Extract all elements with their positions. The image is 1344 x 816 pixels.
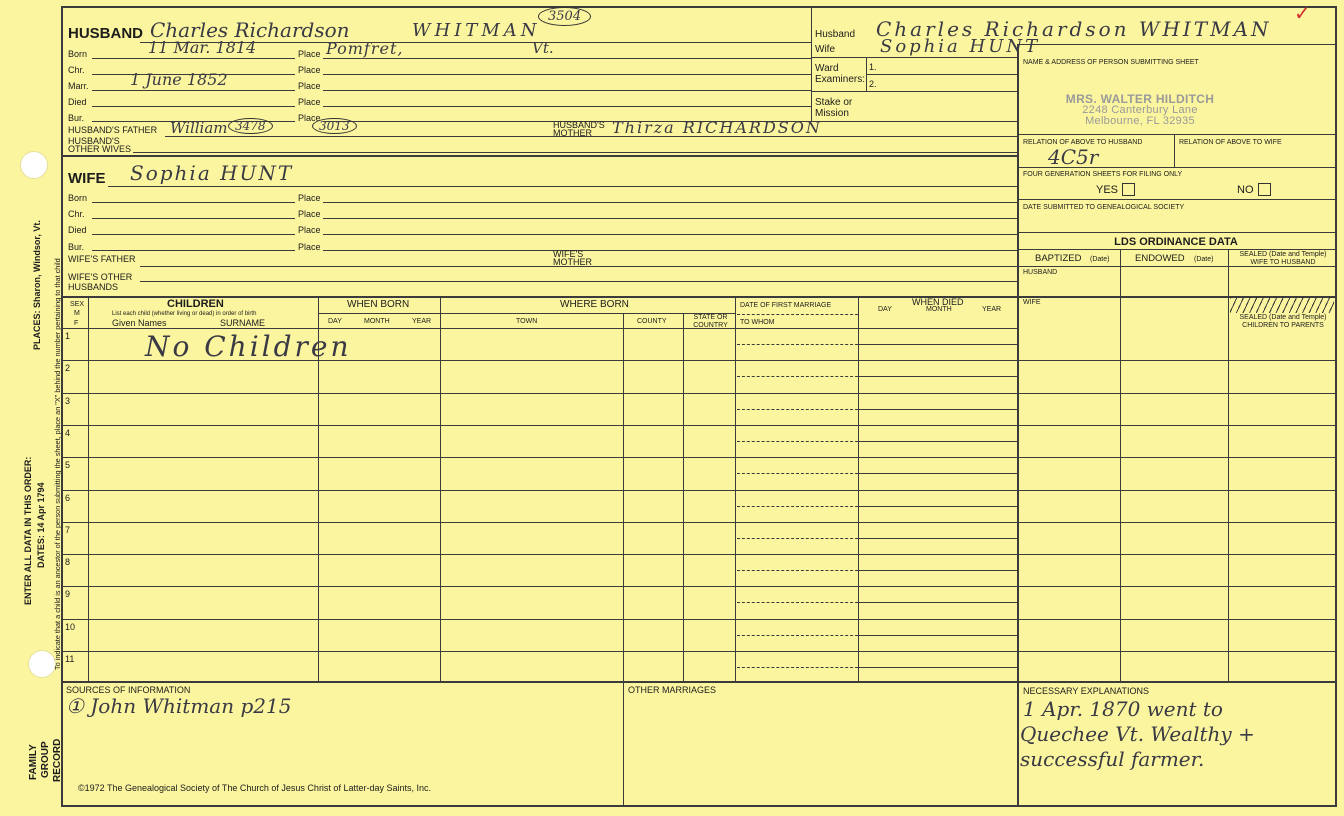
child-row-number: 2 [65,363,71,374]
summary-wife-value: Sophia HUNT [880,36,1041,57]
child-row-marriage-dash [737,506,858,507]
lds-endowed: ENDOWED [1135,253,1185,264]
wife-name: Sophia HUNT [130,161,294,185]
child-row-marriage-dash [737,376,858,377]
explanation-line-3: successful farmer. [1020,747,1205,771]
wife-section-end [61,296,1337,298]
frame-top [61,6,1337,8]
date-sep [1017,232,1335,233]
child-row-died-line [858,602,1017,603]
husband-heading: HUSBAND [68,25,143,42]
husband-mother-label: HUSBAND'S MOTHER [553,120,605,138]
born-day-label: DAY [328,318,342,325]
child-row-marriage-dash [737,635,858,636]
husband-given-name: Charles Richardson [150,18,350,42]
fourgen-sep [1017,199,1335,200]
summary-wife-line [811,57,1017,58]
husband-surname: WHITMAN [412,20,541,41]
lds-header-line [1017,266,1335,267]
husband-died-place-line [323,106,811,107]
relation-wife-label: RELATION OF ABOVE TO WIFE [1179,139,1282,146]
husband-father-id2: 3013 [312,118,357,134]
child-row-died-line [858,506,1017,507]
died-year-label: YEAR [982,306,1002,313]
submitter-city: Melbourne, FL 32935 [1085,115,1195,127]
child-row-number: 3 [65,395,71,406]
husband-marr-date: 1 June 1852 [130,70,228,89]
husband-father-name: William [170,119,228,137]
where-born-label: WHERE BORN [560,299,629,310]
husband-chr-place-line [323,74,811,75]
wife-heading: WIFE [68,170,106,187]
frame-right [1335,6,1337,806]
children-sex-label: SEX [70,301,85,308]
margin-indicate-note: To indicate that a child is an ancestor of the person submitting the sheet, place an "X" behind the number pertaining to that child [53,258,62,670]
other-marriages-label: OTHER MARRIAGES [628,685,717,695]
child-row-marriage-dash [737,538,858,539]
wife-chr-place-line [323,218,1017,219]
wife-parents-line [140,266,1017,267]
summary-stake-label: Stake or Mission [815,97,853,119]
child-row-died-line [858,538,1017,539]
when-born-subline [318,313,440,314]
child-row-number: 8 [65,557,71,568]
children-title: CHILDREN [167,298,224,310]
husband-marr-label: Marr. [68,81,89,91]
child-row-marriage-dash [737,344,858,345]
child-row-line [61,457,1335,458]
col-sex [88,296,89,681]
husband-marr-place-label: Place [298,81,321,91]
margin-places: PLACES: Sharon, Windsor, Vt. [32,220,42,350]
child-row-line [61,393,1335,394]
child-row-line [61,522,1335,523]
submitter-name: MRS. WALTER HILDITCH [1065,92,1215,106]
sources-divider [623,681,624,806]
summary-checkmark: ✓ [1294,3,1311,25]
child-row-line [61,360,1335,361]
child-row-marriage-dash [737,570,858,571]
husband-born-place-line [323,58,811,59]
fourgen-no-label: NO [1237,184,1254,196]
child-row-died-line [858,570,1017,571]
child-row-number: 4 [65,427,71,438]
to-whom-label: TO WHOM [740,319,775,326]
summary-examiners-label: Examiners: [815,74,866,85]
explanation-line-1: 1 Apr. 1870 went to [1023,697,1223,721]
lds-wife-label: WIFE [1023,299,1041,306]
wife-born-place-label: Place [298,193,321,203]
child-row-died-line [858,441,1017,442]
wife-mother-label: WIFE'S MOTHER [553,249,592,267]
first-marriage-label: DATE OF FIRST MARRIAGE [740,302,832,309]
child-row-number: 11 [65,654,75,664]
summary-ex1: 1. [869,62,877,72]
child-row-marriage-dash [737,667,858,668]
husband-marr-line [92,90,295,91]
fourgen-yes-checkbox[interactable] [1122,183,1135,196]
wife-name-line [108,186,1017,187]
explanations-label: NECESSARY EXPLANATIONS [1023,686,1150,696]
frame-left [61,6,63,806]
child-row-line [61,586,1335,587]
lds-sealed-wife: SEALED (Date and Temple) WIFE TO HUSBAND [1239,251,1327,266]
punch-hole-bottom [28,650,56,678]
husband-bur-place-label: Place [298,113,321,123]
husband-born-place: Pomfret, [326,39,404,58]
explanation-line-2: Quechee Vt. Wealthy + [1020,722,1255,746]
husband-other-wives-line [133,152,1017,153]
lds-endowed-date: (Date) [1194,256,1214,263]
husband-born-place-label: Place [298,49,321,59]
relation-husband-label: RELATION OF ABOVE TO HUSBAND [1023,139,1143,146]
died-day-label: DAY [878,306,892,313]
child-row-line [61,490,1335,491]
husband-chr-place-label: Place [298,65,321,75]
born-year-label: YEAR [412,318,432,325]
child-row-line [61,651,1335,652]
fourgen-yes-label: YES [1096,184,1119,196]
husband-father-label: HUSBAND'S FATHER [68,125,158,135]
lds-title-line [1017,249,1335,250]
wife-chr-place-label: Place [298,209,321,219]
child-row-line [61,554,1335,555]
fourgen-label: FOUR GENERATION SHEETS FOR FILING ONLY [1023,171,1183,178]
county-label: COUNTY [637,318,667,325]
children-header-line [61,328,1017,329]
wife-died-place-line [323,234,1017,235]
frame-bottom [61,805,1337,807]
sources-text: ① John Whitman p215 [66,694,292,718]
wife-died-line [92,234,295,235]
husband-born-date: 11 Mar. 1814 [148,38,257,57]
husband-died-place-label: Place [298,97,321,107]
child-row-marriage-dash [737,473,858,474]
husband-born-label: Born [68,49,88,59]
child-row-number: 5 [65,460,71,471]
husband-chr-label: Chr. [68,65,85,75]
child-row-line [61,425,1335,426]
child-row-number: 7 [65,524,71,535]
sources-top-line [61,681,1337,683]
wife-father-label: WIFE'S FATHER [68,254,136,264]
husband-parents-line [165,136,1017,137]
margin-fgr-3: RECORD [52,738,63,782]
husband-born-state: Vt. [532,39,554,57]
husband-father-id1: 3478 [228,118,273,134]
punch-hole-top [20,151,48,179]
husband-id-circled: 3504 [538,7,591,26]
child-row-died-line [858,473,1017,474]
husband-marr-place-line [323,90,811,91]
wife-chr-line [92,218,295,219]
husband-born-line [92,58,295,59]
wife-other-husbands-label: WIFE'S OTHER HUSBANDS [68,272,133,292]
child-row-number: 9 [65,589,71,600]
summary-husband-value: Charles Richardson WHITMAN [876,17,1272,41]
col-town [623,313,624,681]
summary-husband-label: Husband [815,29,856,40]
date-submitted-label: DATE SUBMITTED TO GENEALOGICAL SOCIETY [1023,204,1185,211]
husband-died-line [92,106,295,107]
summary-ward-label: Ward [815,63,839,74]
child-row-line [61,619,1335,620]
divider-summary [811,6,812,122]
margin-fgr-2: GROUP [40,741,51,778]
child-row-number: 1 [65,331,71,341]
summary-ex-line [811,91,1017,92]
sources-label: SOURCES OF INFORMATION [66,685,191,695]
wife-born-place-line [323,202,1017,203]
children-entry: No Children [145,330,352,363]
child-row-died-line [858,409,1017,410]
submitter-label: NAME & ADDRESS OF PERSON SUBMITTING SHEET [1023,59,1199,66]
relation-sep [1017,167,1335,168]
lds-husband-label: HUSBAND [1023,269,1058,276]
child-row-died-line [858,344,1017,345]
lds-baptized: BAPTIZED [1035,253,1082,264]
wife-bur-place-line [323,250,1017,251]
children-sex-f: F [74,320,79,327]
margin-fgr-1: FAMILY [28,744,39,780]
fourgen-no-checkbox[interactable] [1258,183,1271,196]
wife-born-line [92,202,295,203]
submitter-sep [1017,134,1335,135]
child-row-marriage-dash [737,409,858,410]
wife-bur-place-label: Place [298,242,321,252]
child-row-died-line [858,635,1017,636]
when-died-label: WHEN DIED [912,297,964,307]
husband-other-wives-label: HUSBAND'S OTHER WIVES [68,136,132,154]
lds-title: LDS ORDINANCE DATA [1114,236,1238,248]
child-row-number: 6 [65,492,71,503]
col-state [735,296,736,681]
husband-section-end [61,155,1017,157]
summary-wife-label: Wife [815,44,835,55]
child-row-number: 10 [65,621,76,632]
state-label: STATE OR COUNTRY [693,314,728,329]
first-marriage-dash [737,314,858,315]
lds-col-2 [1228,249,1229,681]
children-given-label: Given Names [112,318,167,328]
copyright: ©1972 The Genealogical Society of The Church of Jesus Christ of Latter-day Saints, Inc. [78,783,431,793]
children-surname-label: SURNAME [220,318,266,328]
wife-died-label: Died [68,225,87,235]
child-row-died-line [858,667,1017,668]
summary-ex2: 2. [869,79,877,89]
col-county [683,313,684,681]
children-subtitle: List each child (whether living or dead) in order of birth [112,311,257,317]
husband-mother-name: Thirza RICHARDSON [612,118,822,137]
summary-sep [1017,44,1335,45]
col-born [440,296,441,681]
lds-col-1 [1120,249,1121,681]
died-month-label: MONTH [926,306,952,313]
lds-sealed-children: SEALED (Date and Temple) CHILDREN TO PARENTS [1239,314,1327,329]
born-month-label: MONTH [364,318,390,325]
relation-husband-value: 4C5r [1048,145,1099,169]
relation-divider [1174,134,1175,167]
margin-dates: DATES: 14 Apr 1794 [36,482,46,568]
summary-ex-mid [866,74,1017,75]
children-sex-m: M [74,310,80,317]
child-row-marriage-dash [737,602,858,603]
when-born-label: WHEN BORN [347,299,410,310]
wife-died-place-label: Place [298,225,321,235]
wife-bur-line [92,250,295,251]
husband-died-label: Died [68,97,87,107]
wife-born-label: Born [68,193,88,203]
col-marriage [858,296,859,681]
wife-chr-label: Chr. [68,209,85,219]
margin-enter-order: ENTER ALL DATA IN THIS ORDER: [23,456,33,605]
lds-baptized-date: (Date) [1090,256,1110,263]
wife-bur-label: Bur. [68,242,85,252]
child-row-marriage-dash [737,441,858,442]
submitter-street: 2248 Canterbury Lane [1082,104,1198,116]
town-label: TOWN [516,318,538,325]
child-row-died-line [858,376,1017,377]
husband-bur-label: Bur. [68,113,85,123]
lds-hatched-cell [1230,297,1334,313]
wife-other-husbands-line [140,281,1017,282]
where-born-subline [440,313,735,314]
